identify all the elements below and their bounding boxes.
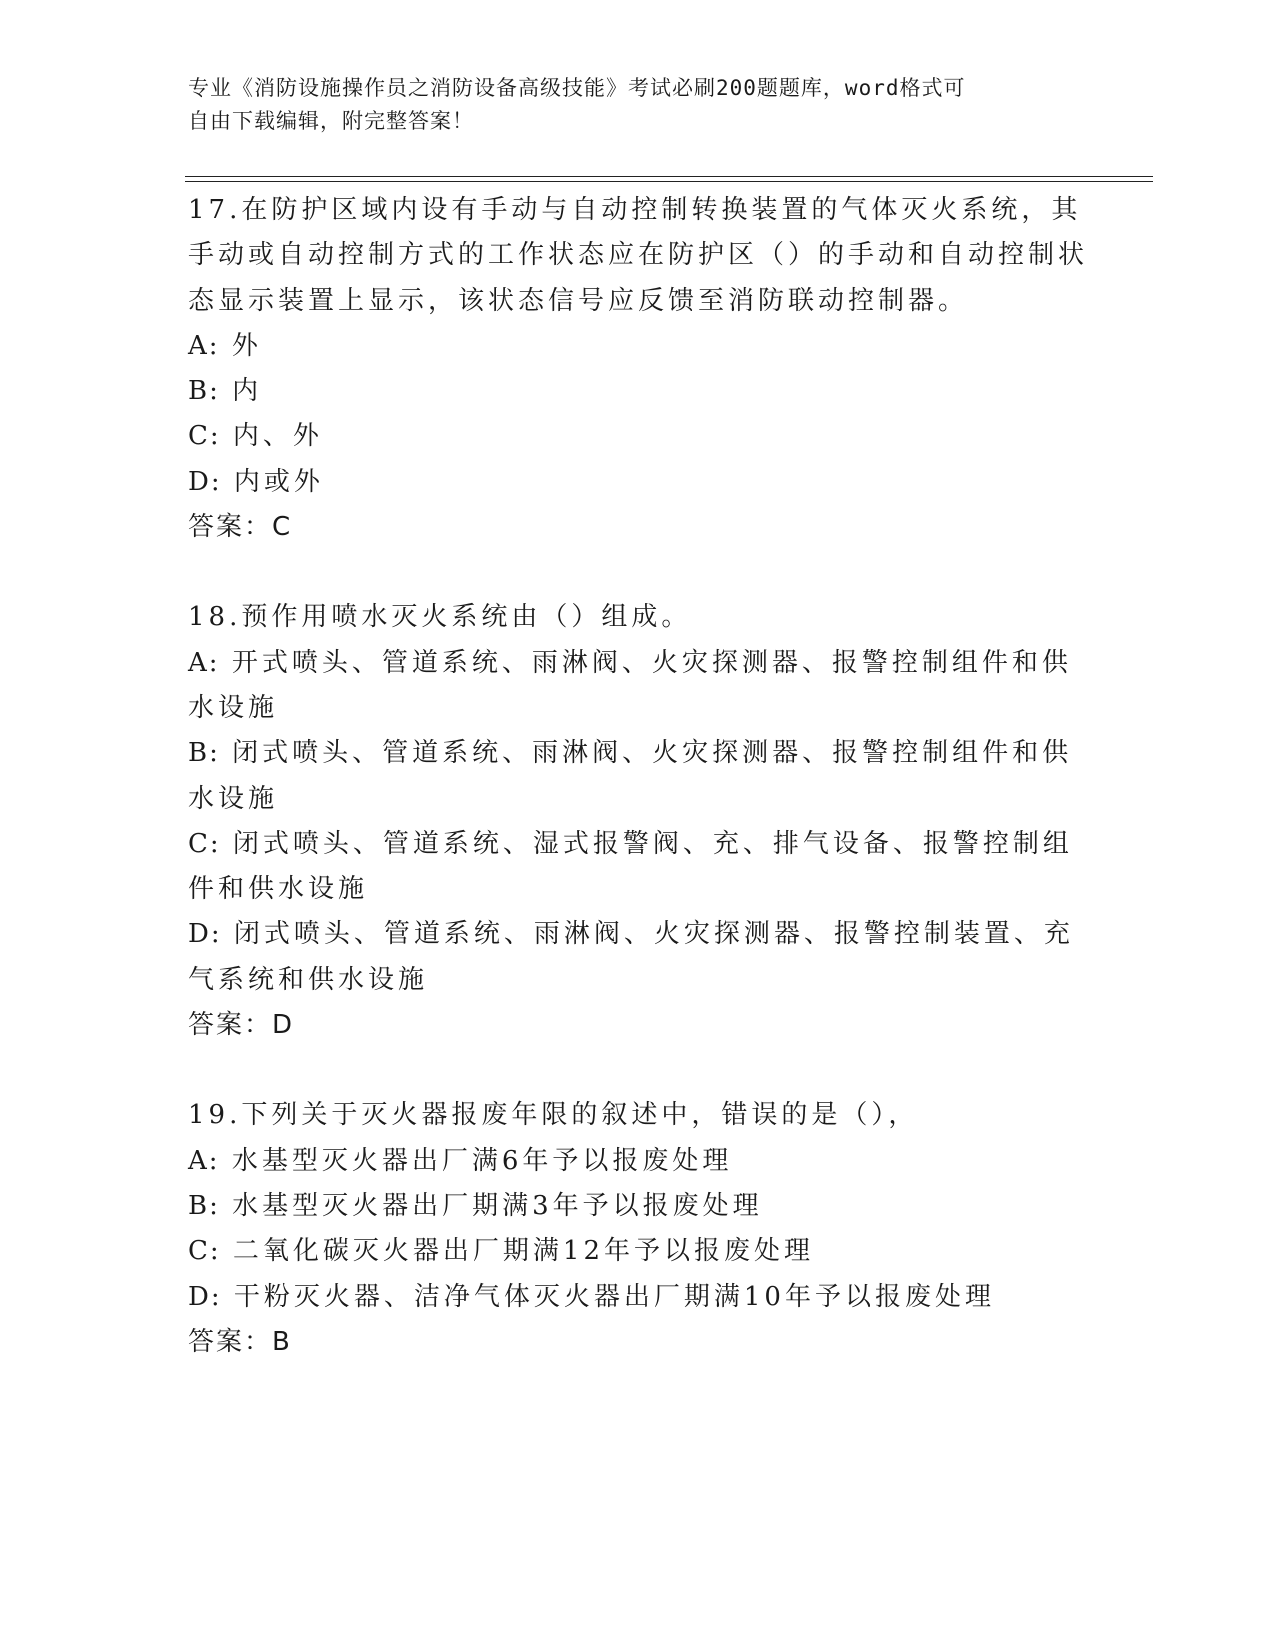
option-b xyxy=(188,1184,1088,1229)
option-label: D: xyxy=(188,466,222,497)
question-19 xyxy=(188,1093,1088,1365)
option-label: C: xyxy=(188,828,221,859)
header-divider-top xyxy=(185,176,1153,177)
option-text: 内或外 xyxy=(233,466,324,497)
option-c xyxy=(188,414,1088,459)
option-text: 闭式喷头、管道系统、雨淋阀、火灾探测器、报警控制组件和供水设施 xyxy=(188,738,1073,814)
question-list xyxy=(188,188,1088,1410)
option-label: B: xyxy=(188,738,220,769)
question-stem: 19.下列关于灭火器报废年限的叙述中，错误的是（）， xyxy=(188,1100,919,1131)
question-stem: 17.在防护区域内设有手动与自动控制转换装置的气体灭火系统，其手动或自动控制方式的工作状态应在防护区（）的手动和自动控制状态显示装置上显示，该状态信号应反馈至消防联动控制器。 xyxy=(188,195,1089,316)
option-d xyxy=(188,460,1088,505)
option-text: 水基型灭火器出厂满6年予以报废处理 xyxy=(231,1145,733,1176)
option-text: 外 xyxy=(231,330,262,361)
option-text: 内 xyxy=(232,376,263,407)
option-text: 开式喷头、管道系统、雨淋阀、火灾探测器、报警控制组件和供水设施 xyxy=(188,647,1072,723)
option-text: 干粉灭火器、洁净气体灭火器出厂期满10年予以报废处理 xyxy=(233,1281,995,1312)
answer-line: 答案：B xyxy=(188,1326,292,1357)
option-a xyxy=(188,641,1088,732)
option-label: D: xyxy=(188,919,222,950)
option-text: 水基型灭火器出厂期满3年予以报废处理 xyxy=(232,1190,763,1221)
header-line-2: 自由下载编辑，附完整答案！ xyxy=(188,109,474,133)
option-label: B: xyxy=(188,376,220,407)
option-label: D: xyxy=(188,1281,222,1312)
question-18 xyxy=(188,595,1088,1048)
document-header xyxy=(188,72,1068,138)
option-a xyxy=(188,1139,1088,1184)
option-d xyxy=(188,912,1088,1003)
option-a xyxy=(188,324,1088,369)
question-stem: 18.预作用喷水灭火系统由（）组成。 xyxy=(188,602,692,633)
option-label: B: xyxy=(188,1190,220,1221)
option-text: 二氧化碳灭火器出厂期满12年予以报废处理 xyxy=(232,1236,815,1267)
header-divider-bottom xyxy=(185,181,1153,182)
option-c xyxy=(188,1229,1088,1274)
option-label: A: xyxy=(188,647,220,678)
option-label: A: xyxy=(188,330,220,361)
option-b xyxy=(188,369,1088,414)
option-text: 闭式喷头、管道系统、雨淋阀、火灾探测器、报警控制装置、充气系统和供水设施 xyxy=(188,919,1074,995)
option-text: 内、外 xyxy=(232,421,323,452)
header-line-1: 专业《消防设施操作员之消防设备高级技能》考试必刷200题题库，word格式可 xyxy=(188,76,966,100)
option-label: A: xyxy=(188,1145,220,1176)
answer-line: 答案：D xyxy=(188,1010,295,1041)
option-b xyxy=(188,731,1088,822)
answer-line: 答案：C xyxy=(188,512,293,543)
option-label: C: xyxy=(188,421,221,452)
question-17 xyxy=(188,188,1088,550)
option-c xyxy=(188,822,1088,913)
option-text: 闭式喷头、管道系统、湿式报警阀、充、排气设备、报警控制组件和供水设施 xyxy=(188,828,1073,905)
option-label: C: xyxy=(188,1236,221,1267)
option-d xyxy=(188,1275,1088,1320)
